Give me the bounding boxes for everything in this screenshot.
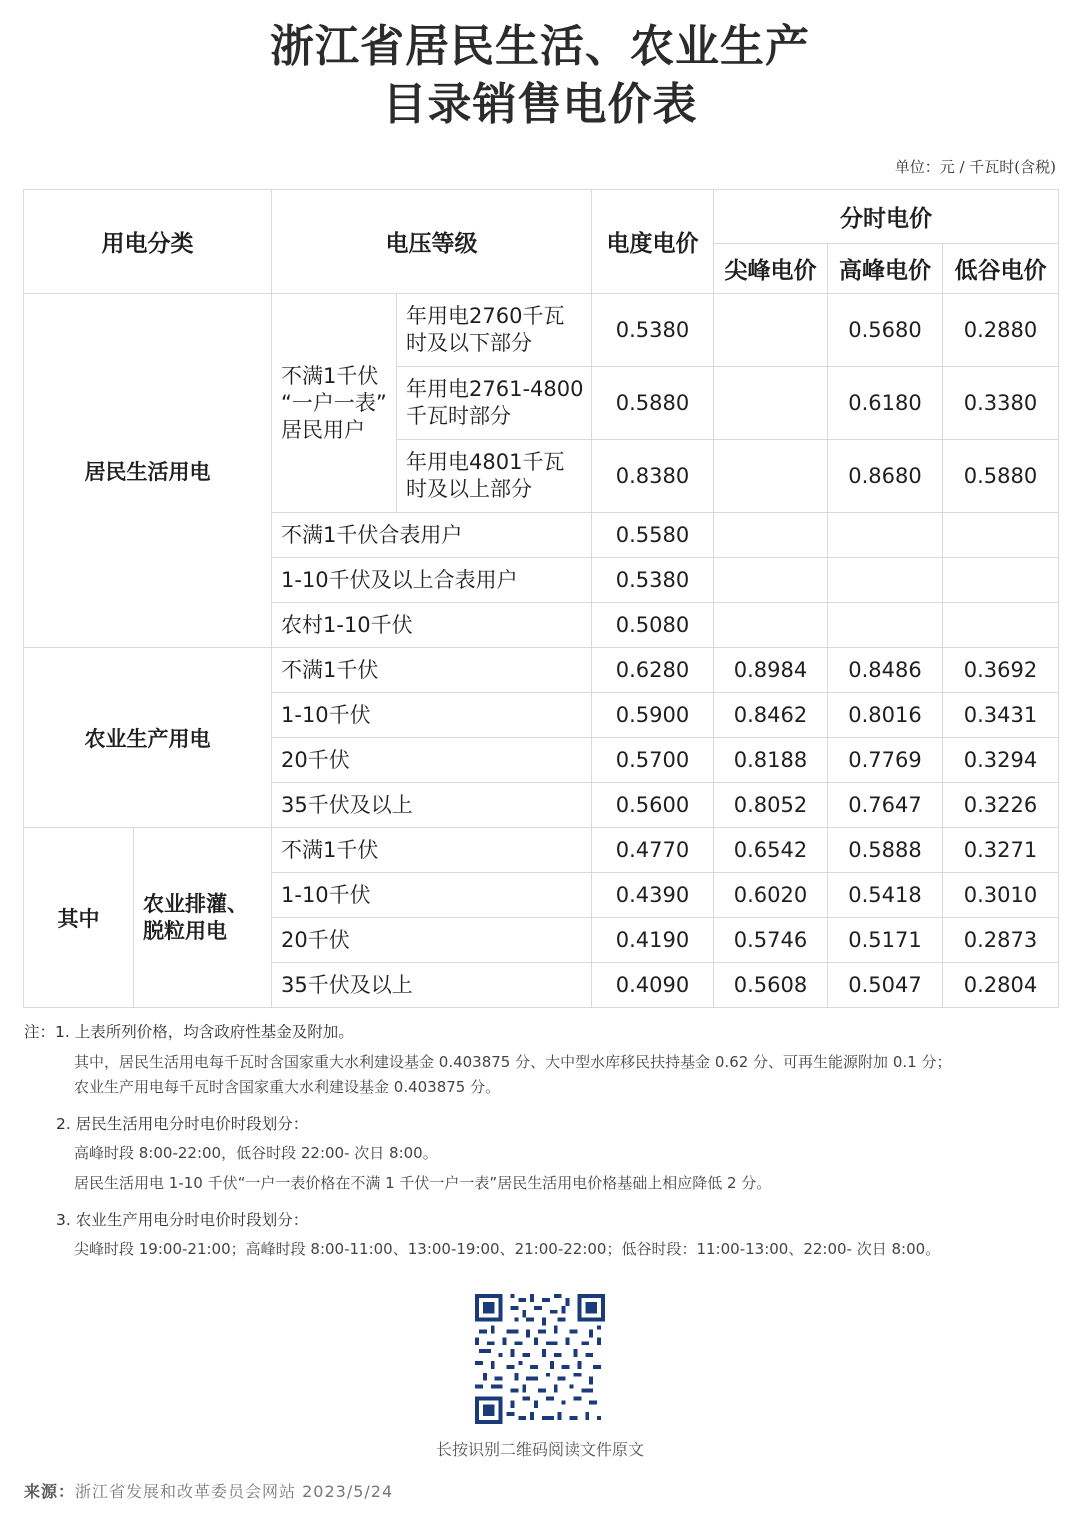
voltage-level: 农村1-10千伏 [272,603,592,648]
title-line-1: 浙江省居民生活、农业生产 [270,21,810,72]
voltage-level: 1-10千伏及以上合表用户 [272,558,592,603]
qr-code-icon[interactable] [474,1294,606,1424]
base-price: 0.5900 [592,693,714,738]
subgroup-line: 不满1千伏 [281,363,379,388]
subcategory-irrigation [134,828,272,1008]
peak-top-price [714,513,828,558]
peak-top-price: 0.8984 [714,648,828,693]
voltage-level: 1-10千伏 [272,693,592,738]
note-2-detail-b: 居民生活用电 1-10 千伏“一户一表价格在不满 1 千伏一户一表”居民生活用电价格基础上相应降低 2 分。 [74,1174,772,1192]
base-price: 0.5080 [592,603,714,648]
peak-top-price: 0.8052 [714,783,828,828]
voltage-level [397,367,592,440]
header-valley: 低谷电价 [943,244,1059,294]
header-peak-top: 尖峰电价 [714,244,828,294]
subcategory-line: 脱粒用电 [143,918,227,943]
valley-price: 0.3226 [943,783,1059,828]
valley-price [943,558,1059,603]
voltage-level [397,294,592,367]
level-line: 时及以下部分 [406,331,532,355]
subgroup-line: “一户一表” [281,390,387,415]
peak-high-price: 0.8680 [828,440,943,513]
voltage-level: 20千伏 [272,918,592,963]
title-line-2: 目录销售电价表 [382,79,698,130]
peak-high-price: 0.5171 [828,918,943,963]
category-of-which: 其中 [24,828,134,1008]
base-price: 0.4090 [592,963,714,1008]
valley-price: 0.3294 [943,738,1059,783]
peak-high-price: 0.6180 [828,367,943,440]
base-price: 0.8380 [592,440,714,513]
category-agriculture: 农业生产用电 [24,648,272,828]
base-price: 0.4190 [592,918,714,963]
subcategory-line: 农业排灌、 [143,891,248,916]
voltage-level: 不满1千伏 [272,648,592,693]
voltage-level: 1-10千伏 [272,873,592,918]
valley-price: 0.3271 [943,828,1059,873]
valley-price: 0.2873 [943,918,1059,963]
header-category: 用电分类 [24,190,272,294]
valley-price: 0.3692 [943,648,1059,693]
level-line: 年用电4801千瓦 [406,450,565,474]
level-line: 时及以上部分 [406,477,532,501]
table-row [24,828,1059,873]
page-title [0,18,1080,134]
peak-high-price [828,513,943,558]
valley-price: 0.2804 [943,963,1059,1008]
level-line: 年用电2760千瓦 [406,304,565,328]
peak-high-price: 0.7647 [828,783,943,828]
base-price: 0.5700 [592,738,714,783]
valley-price: 0.5880 [943,440,1059,513]
header-voltage: 电压等级 [272,190,592,294]
voltage-level: 35千伏及以上 [272,783,592,828]
source-text: 浙江省发展和改革委员会网站 2023/5/24 [75,1482,394,1501]
category-residential: 居民生活用电 [24,294,272,648]
table-row [24,294,1059,367]
qr-caption: 长按识别二维码阅读文件原文 [435,1440,644,1459]
valley-price [943,513,1059,558]
unit-label: 单位：元 / 千瓦时(含税) [894,158,1056,176]
valley-price: 0.2880 [943,294,1059,367]
peak-high-price: 0.8016 [828,693,943,738]
base-price: 0.6280 [592,648,714,693]
level-line: 年用电2761-4800 [406,377,584,401]
peak-high-price: 0.5680 [828,294,943,367]
subgroup-line: 居民用户 [281,417,365,442]
note-1-detail-b: 农业生产用电每千瓦时含国家重大水利建设基金 0.403875 分。 [74,1078,501,1096]
peak-top-price: 0.5608 [714,963,828,1008]
peak-top-price: 0.6542 [714,828,828,873]
voltage-level: 35千伏及以上 [272,963,592,1008]
base-price: 0.4390 [592,873,714,918]
level-line: 千瓦时部分 [406,404,511,428]
base-price: 0.5380 [592,294,714,367]
valley-price: 0.3431 [943,693,1059,738]
note-3: 3. 农业生产用电分时电价时段划分： [56,1211,309,1229]
note-2: 2. 居民生活用电分时电价时段划分： [56,1115,309,1133]
valley-price: 0.3380 [943,367,1059,440]
peak-top-price: 0.8188 [714,738,828,783]
peak-top-price: 0.8462 [714,693,828,738]
peak-top-price: 0.5746 [714,918,828,963]
header-tou: 分时电价 [714,190,1059,244]
base-price: 0.4770 [592,828,714,873]
note-2-detail-a: 高峰时段 8:00-22:00，低谷时段 22:00- 次日 8:00。 [74,1144,438,1162]
voltage-level [397,440,592,513]
voltage-level: 不满1千伏合表用户 [272,513,592,558]
valley-price: 0.3010 [943,873,1059,918]
valley-price [943,603,1059,648]
header-peak-high: 高峰电价 [828,244,943,294]
source-label: 来源： [24,1482,76,1501]
peak-top-price [714,603,828,648]
peak-top-price [714,558,828,603]
peak-high-price: 0.5047 [828,963,943,1008]
voltage-level: 不满1千伏 [272,828,592,873]
note-1: 注：1. 上表所列价格，均含政府性基金及附加。 [24,1023,354,1041]
peak-top-price [714,294,828,367]
peak-high-price: 0.8486 [828,648,943,693]
voltage-level: 20千伏 [272,738,592,783]
table-row [24,648,1059,693]
residential-subgroup [272,294,397,513]
base-price: 0.5380 [592,558,714,603]
source-line [24,1479,393,1502]
header-base-price: 电度电价 [592,190,714,294]
base-price: 0.5580 [592,513,714,558]
peak-high-price: 0.7769 [828,738,943,783]
base-price: 0.5600 [592,783,714,828]
base-price: 0.5880 [592,367,714,440]
peak-top-price [714,440,828,513]
peak-top-price: 0.6020 [714,873,828,918]
peak-high-price: 0.5888 [828,828,943,873]
peak-top-price [714,367,828,440]
note-1-detail-a: 其中，居民生活用电每千瓦时含国家重大水利建设基金 0.403875 分、大中型水库移民扶持基金 0.62 分、可再生能源附加 0.1 分； [74,1053,952,1071]
peak-high-price [828,558,943,603]
note-3-detail-a: 尖峰时段 19:00-21:00；高峰时段 8:00-11:00、13:00-19:00、21:00-22:00；低谷时段：11:00-13:00、22:00- 次日 8:00。 [74,1240,941,1258]
peak-high-price [828,603,943,648]
price-table [23,189,1059,1008]
peak-high-price: 0.5418 [828,873,943,918]
